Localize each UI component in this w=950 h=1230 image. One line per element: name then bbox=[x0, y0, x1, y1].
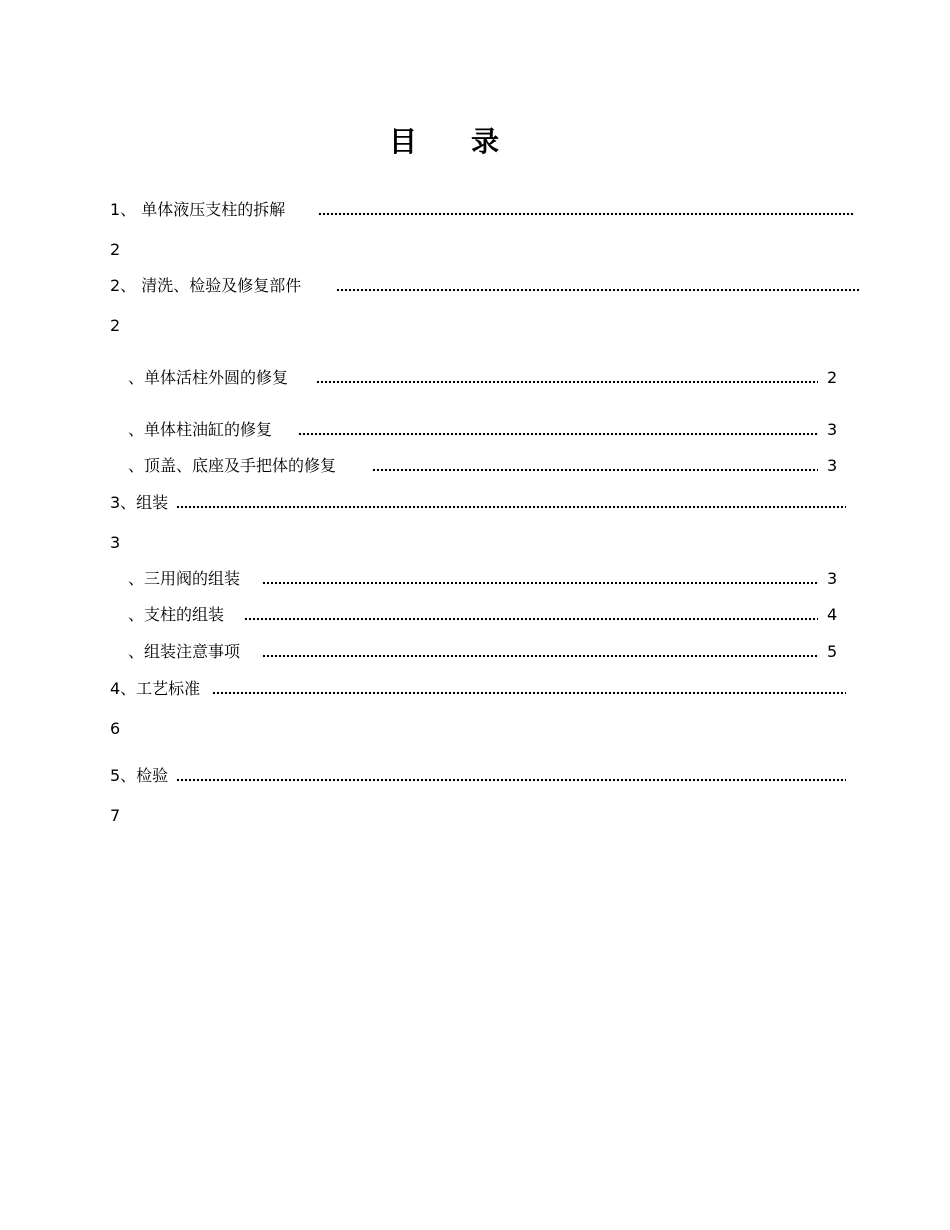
toc-entry-3-2[interactable] bbox=[128, 605, 838, 625]
toc-entry-5[interactable] bbox=[110, 766, 168, 786]
toc-entry-2-2[interactable] bbox=[128, 420, 838, 440]
toc-entry-text: 、组装注意事项 bbox=[128, 642, 241, 661]
title-part-1: 目 bbox=[388, 125, 419, 158]
toc-entry-text: 3、组装 bbox=[110, 493, 169, 512]
toc-entry-3-page: 3 bbox=[110, 533, 121, 552]
toc-entry-text: 、单体柱油缸的修复 bbox=[128, 420, 273, 439]
dot-leader bbox=[262, 569, 818, 589]
dot-leader bbox=[316, 368, 818, 388]
toc-entry-2-page: 2 bbox=[110, 316, 121, 335]
toc-entry-2-3[interactable] bbox=[128, 456, 838, 476]
dot-leader bbox=[176, 766, 846, 786]
toc-entry-page: 3 bbox=[827, 569, 838, 588]
toc-entry-page: 3 bbox=[827, 456, 838, 475]
toc-entry-page: 2 bbox=[827, 368, 838, 387]
toc-entry-5-page: 7 bbox=[110, 806, 121, 825]
toc-entry-page: 5 bbox=[827, 642, 838, 661]
toc-entry-text: 1、 单体液压支柱的拆解 bbox=[110, 200, 286, 219]
toc-entry-page: 3 bbox=[827, 420, 838, 439]
toc-entry-1[interactable] bbox=[110, 200, 285, 220]
toc-entry-text: 、三用阀的组装 bbox=[128, 569, 241, 588]
toc-entry-text: 2、 清洗、检验及修复部件 bbox=[110, 276, 302, 295]
dot-leader bbox=[372, 456, 818, 476]
toc-entry-2[interactable] bbox=[110, 276, 301, 296]
toc-entry-3-1[interactable] bbox=[128, 569, 838, 589]
toc-entry-page: 4 bbox=[827, 605, 838, 624]
toc-entry-3[interactable] bbox=[110, 493, 168, 513]
page-title bbox=[0, 120, 890, 160]
toc-entry-4[interactable] bbox=[110, 679, 200, 699]
toc-entry-2-1[interactable] bbox=[128, 368, 838, 388]
toc-entry-text: 、单体活柱外圆的修复 bbox=[128, 368, 289, 387]
dot-leader bbox=[262, 642, 818, 662]
dot-leader bbox=[318, 200, 854, 220]
toc-entry-text: 、顶盖、底座及手把体的修复 bbox=[128, 456, 337, 475]
toc-entry-text: 4、工艺标准 bbox=[110, 679, 201, 698]
toc-entry-text: 、支柱的组装 bbox=[128, 605, 225, 624]
dot-leader bbox=[212, 679, 846, 699]
dot-leader bbox=[176, 493, 846, 513]
dot-leader bbox=[244, 605, 818, 625]
toc-entry-text: 5、检验 bbox=[110, 766, 169, 785]
title-part-2: 录 bbox=[471, 125, 502, 158]
toc-entry-1-page: 2 bbox=[110, 240, 121, 259]
dot-leader bbox=[298, 420, 818, 440]
toc-entry-3-3[interactable] bbox=[128, 642, 838, 662]
dot-leader bbox=[336, 276, 860, 296]
toc-entry-4-page: 6 bbox=[110, 719, 121, 738]
